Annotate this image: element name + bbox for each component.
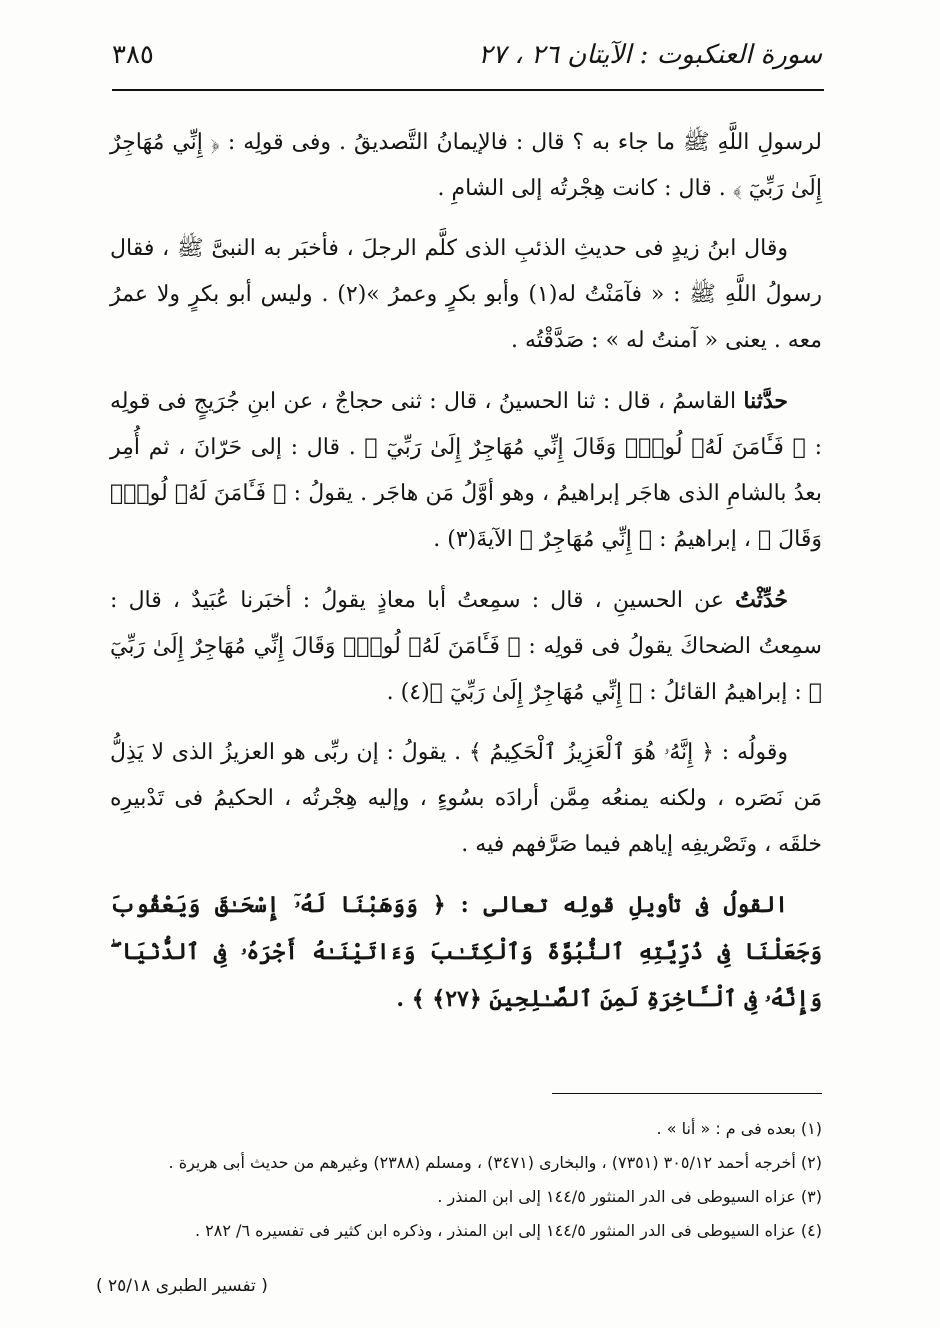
page-number: ٣٨٥ bbox=[112, 40, 154, 70]
main-text bbox=[110, 120, 822, 1037]
paragraph-text: وقال ابنُ زيدٍ فى حديثِ الذئبِ الذى كلَّم الرجلَ ، فأخبَر به النبىَّ ﷺ ، فقال رسولُ اللَّهِ ﷺ : « فآمَنْتُ له(١) وأبو بكرٍ وعمرُ »(٢) . وليس أبو بكرٍ ولا عمرُ معه . يعنى « آمنتُ له » : صَدَّقْتُه . bbox=[110, 236, 822, 353]
paragraph bbox=[110, 226, 822, 364]
header-rule bbox=[112, 89, 824, 91]
paragraph bbox=[110, 120, 822, 212]
paragraph-text: وقولُه : ﴿ إِنَّهُۥ هُوَ ٱلْعَزِيزُ ٱلْحَكِيمُ ﴾ . يقولُ : إن ربِّى هو العزيزُ الذى لا يَذِلُّ مَن نَصَره ، ولكنه يمنعُه مِمَّن أرادَه بسُوءٍ ، وإليه هِجْرتُه ، الحكيمُ فى تَدْبيرِه خلقَه ، وتَصْريفِه إياهم فيما صَرَّفهم فيه . bbox=[110, 740, 822, 857]
footnote: (٢) أخرجه أحمد ٣٠٥/١٢ (٧٣٥١) ، والبخارى (٣٤٧١) ، ومسلم (٢٣٨٨) وغيرهم من حديث أبى هريرة . bbox=[168, 1153, 822, 1172]
paragraph bbox=[110, 577, 822, 716]
paragraph-text: لرسولِ اللَّهِ ﷺ ما جاء به ؟ قال : فالإيمانُ التَّصديقُ . وفى قولِه : ﴿ إِنِّي مُهَاجِرٌ إِلَىٰ رَبِّيٓ ﴾ . قال : كانت هِجْرتُه إلى الشامِ . bbox=[110, 130, 822, 201]
paragraph-lead: حدَّثنا bbox=[743, 388, 788, 414]
paragraph-lead: حُدِّثْتُ bbox=[735, 587, 788, 613]
paragraph bbox=[110, 882, 822, 1023]
footnote: (١) بعده فى م : « أنا » . bbox=[656, 1119, 822, 1138]
paragraph bbox=[110, 730, 822, 868]
paragraph-text: عن الحسينِ ، قال : سمِعتُ أبا معاذٍ يقولُ : أخبَرنا عُبَيدٌ ، قال : سمِعتُ الضحاكَ يقولُ فى قولِه : ﴿ فَـَٔامَنَ لَهُۥ لُوطٌۘ وَقَالَ إِنِّي مُهَاجِرٌ إِلَىٰ رَبِّيٓ ﴾ : إبراهيمُ القائلُ : ﴿ إِنِّي مُهَاجِرٌ إِلَىٰ رَبِّيٓ ﴾(٤) . bbox=[110, 588, 822, 705]
footnote-rule bbox=[552, 1093, 822, 1094]
chapter-title: سورة العنكبوت : الآيتان ٢٦ ، ٢٧ bbox=[478, 40, 822, 70]
paragraph-lead: القولُ فى تأويلِ قولِه تعالى : bbox=[460, 892, 788, 918]
paragraph-text: القاسمُ ، قال : ثنا الحسينُ ، قال : ثنى حجاجٌ ، عن ابنِ جُرَيجٍ فى قولِه : ﴿ فَـَٔامَنَ لَهُۥ لُوطٌۘ وَقَالَ إِنِّي مُهَاجِرٌ إِلَىٰ رَبِّيٓ ﴾ . قال : إلى حَرّانَ ، ثم أُمِر بعدُ بالشامِ الذى هاجَر إبراهيمُ ، وهو أوَّلُ مَن هاجَر . يقولُ : ﴿ فَـَٔامَنَ لَهُۥ لُوطٌۘ وَقَالَ ﴾ ، إبراهيمُ : ﴿ إِنِّي مُهَاجِرٌ ﴾ الآيةَ(٣) . bbox=[110, 389, 822, 552]
book-reference: ( تفسير الطبرى ٢٥/١٨ ) bbox=[96, 1276, 268, 1296]
paragraph-text: ﴿ وَوَهَبْنَا لَهُۥٓ إِسْحَـٰقَ وَيَعْقُوبَ وَجَعَلْنَا فِى ذُرِّيَّتِهِ ٱلنُّبُوَّةَ وَٱلْكِتَـٰبَ وَءَاتَيْنَـٰهُ أَجْرَهُۥ فِى ٱلدُّنْيَا ۖ وَإِنَّهُۥ فِى ٱلْـَٔاخِرَةِ لَمِنَ ٱلصَّـٰلِحِينَ ﴿٢٧﴾ ﴾ . bbox=[110, 892, 822, 1012]
footnotes bbox=[110, 1112, 822, 1248]
footnote: (٣) عزاه السيوطى فى الدر المنثور ١٤٤/٥ إلى ابن المنذر . bbox=[437, 1187, 822, 1206]
paragraph bbox=[110, 378, 822, 563]
running-header bbox=[112, 38, 822, 78]
footnote: (٤) عزاه السيوطى فى الدر المنثور ١٤٤/٥ إلى ابن المنذر ، وذكره ابن كثير فى تفسيره ٦/ ٢٨٢ . bbox=[195, 1221, 822, 1240]
